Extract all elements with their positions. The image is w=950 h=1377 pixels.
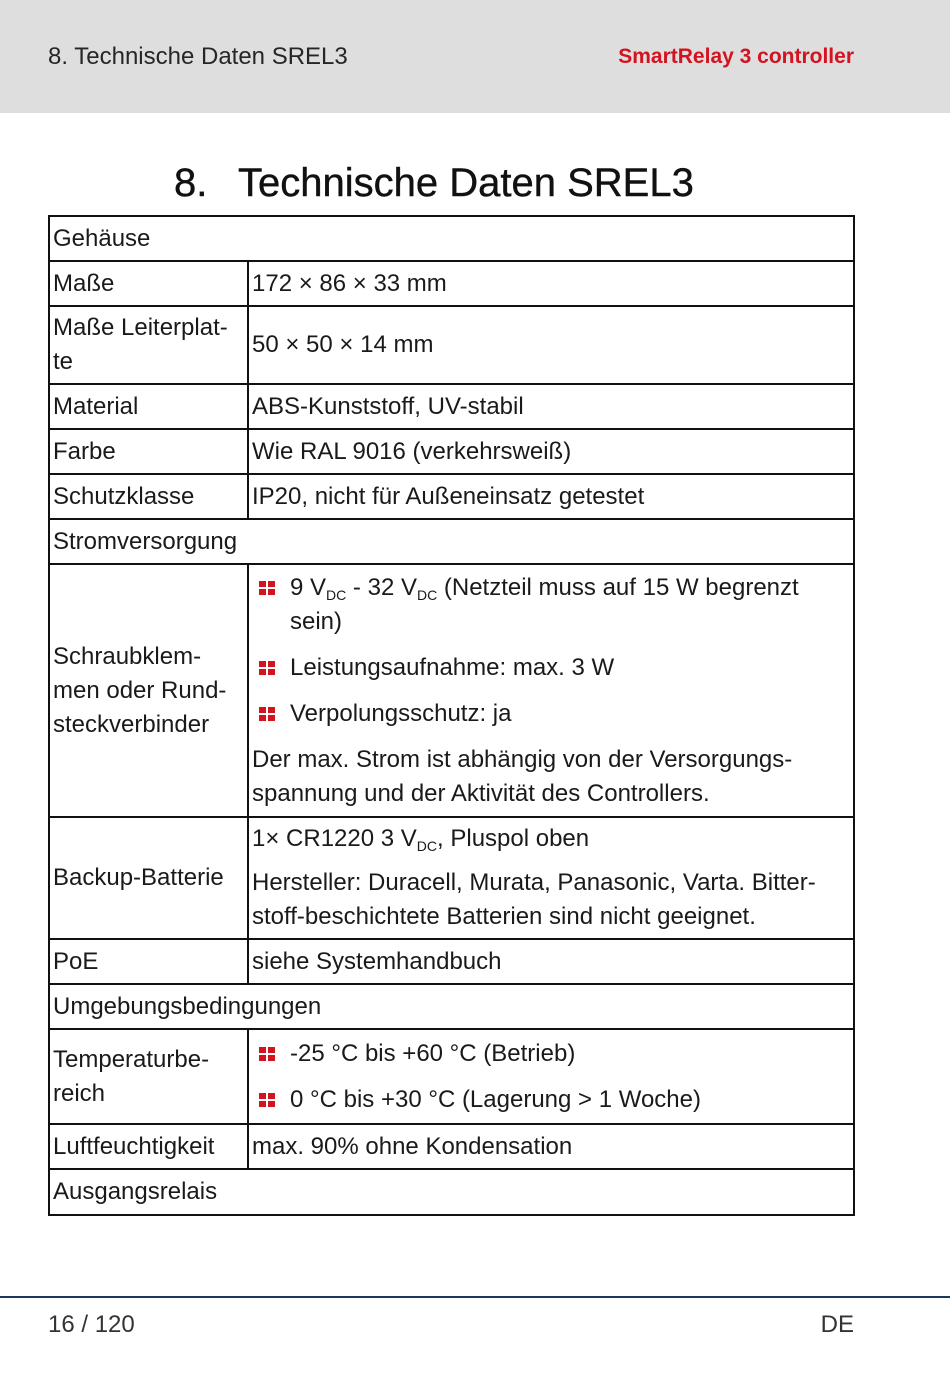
table-row xyxy=(50,262,853,307)
page-header xyxy=(0,0,950,113)
bullet-text: 0 °C bis +30 °C (Lagerung > 1 Woche) xyxy=(290,1085,701,1113)
row-value: 50 × 50 × 14 mm xyxy=(252,331,434,358)
bullet-icon xyxy=(259,707,275,721)
bullet-text: Verpolungsschutz: ja xyxy=(290,699,512,727)
row-label: PoE xyxy=(53,947,99,975)
table-row xyxy=(50,1125,853,1170)
battery-spec xyxy=(252,822,850,856)
row-label-cell xyxy=(50,385,249,428)
list-item xyxy=(252,697,850,731)
row-value: max. 90% ohne Kondensation xyxy=(252,1132,573,1160)
row-value-cell xyxy=(249,1030,853,1123)
row-value: IP20, nicht für Außeneinsatz getestet xyxy=(252,482,645,510)
row-value: ABS-Kunststoff, UV-stabil xyxy=(252,392,524,420)
table-row xyxy=(50,818,853,940)
row-label-cell xyxy=(50,1030,249,1123)
subscript: DC xyxy=(326,586,347,603)
row-value-cell xyxy=(249,475,853,518)
section-heading: Stromversorgung xyxy=(53,527,238,555)
subscript: DC xyxy=(416,586,438,603)
table-row xyxy=(50,1030,853,1125)
table-row xyxy=(50,565,853,818)
row-label-cell xyxy=(50,262,249,305)
text-part: , Pluspol oben xyxy=(437,825,590,852)
section-row-stromversorgung xyxy=(50,520,853,565)
row-value-cell xyxy=(249,940,853,983)
header-product-name: SmartRelay 3 controller xyxy=(618,45,854,68)
table-row xyxy=(50,475,853,520)
row-label: Maße xyxy=(53,269,115,297)
row-label: Farbe xyxy=(53,437,116,465)
row-label-cell xyxy=(50,1125,249,1168)
header-section-title: 8. Technische Daten SREL3 xyxy=(48,43,348,70)
list-item xyxy=(252,1083,850,1117)
note-text: Hersteller: Duracell, Murata, Panasonic, Varta. Bitter- stoff-beschichtete Batterien sind nicht geeignet. xyxy=(252,869,816,930)
row-value-cell xyxy=(249,430,853,473)
bullet-text xyxy=(290,571,850,639)
list-item xyxy=(252,571,850,639)
row-label-cell xyxy=(50,307,249,383)
spec-table xyxy=(48,215,855,1216)
page-number: 16 / 120 xyxy=(48,1311,135,1338)
row-label: Schutzklasse xyxy=(53,482,195,510)
page-title: Technische Daten SREL3 xyxy=(238,161,694,205)
text-part: 1× CR1220 3 V xyxy=(252,825,417,852)
bullet-icon xyxy=(259,661,275,675)
chapter-number: 8. xyxy=(174,161,208,205)
row-value-cell xyxy=(249,818,853,938)
table-row xyxy=(50,430,853,475)
row-label-cell xyxy=(50,818,249,938)
row-label-cell xyxy=(50,565,249,816)
text-part: (Netzteil muss auf 15 W begrenzt sein) xyxy=(290,573,799,635)
section-row-umgebungsbedingungen xyxy=(50,985,853,1030)
row-label: Schraubklem- men oder Rund- steckverbinder xyxy=(53,642,227,738)
bullet-text: -25 °C bis +60 °C (Betrieb) xyxy=(290,1039,576,1067)
table-row xyxy=(50,385,853,430)
text-part: 9 V xyxy=(290,573,327,601)
row-value-cell xyxy=(249,1125,853,1168)
row-value-cell xyxy=(249,565,853,816)
section-row-gehaeuse xyxy=(50,217,853,262)
list-item xyxy=(252,1037,850,1071)
row-label: Material xyxy=(53,392,139,420)
footer-divider xyxy=(0,1296,950,1298)
row-label-cell xyxy=(50,940,249,983)
row-label: Backup-Batterie xyxy=(53,864,224,891)
row-value-cell xyxy=(249,385,853,428)
row-value: Wie RAL 9016 (verkehrsweiß) xyxy=(252,437,572,465)
section-heading: Gehäuse xyxy=(53,224,151,252)
row-value-cell xyxy=(249,307,853,383)
text-part: - 32 V xyxy=(346,573,417,601)
language-code: DE xyxy=(820,1311,854,1338)
section-row-ausgangsrelais xyxy=(50,1170,853,1216)
bullet-text: Leistungsaufnahme: max. 3 W xyxy=(290,653,615,681)
bullet-icon xyxy=(259,581,275,595)
row-label-cell xyxy=(50,430,249,473)
bullet-icon xyxy=(259,1047,275,1061)
table-row xyxy=(50,940,853,985)
row-label-cell xyxy=(50,475,249,518)
row-value-cell xyxy=(249,262,853,305)
list-item xyxy=(252,651,850,685)
section-heading: Ausgangsrelais xyxy=(53,1178,218,1205)
bullet-icon xyxy=(259,1093,275,1107)
row-label: Temperaturbe- reich xyxy=(53,1045,210,1107)
row-label: Maße Leiterplat- te xyxy=(53,314,228,375)
section-heading: Umgebungsbedingungen xyxy=(53,992,322,1020)
row-label: Luftfeuchtigkeit xyxy=(53,1132,215,1160)
row-value: siehe Systemhandbuch xyxy=(252,947,502,975)
row-value: 172 × 86 × 33 mm xyxy=(252,269,447,297)
subscript: DC xyxy=(416,838,438,854)
note-text: Der max. Strom ist abhängig von der Versorgungs- spannung und der Aktivität des Controllers. xyxy=(252,745,793,807)
table-row xyxy=(50,307,853,385)
